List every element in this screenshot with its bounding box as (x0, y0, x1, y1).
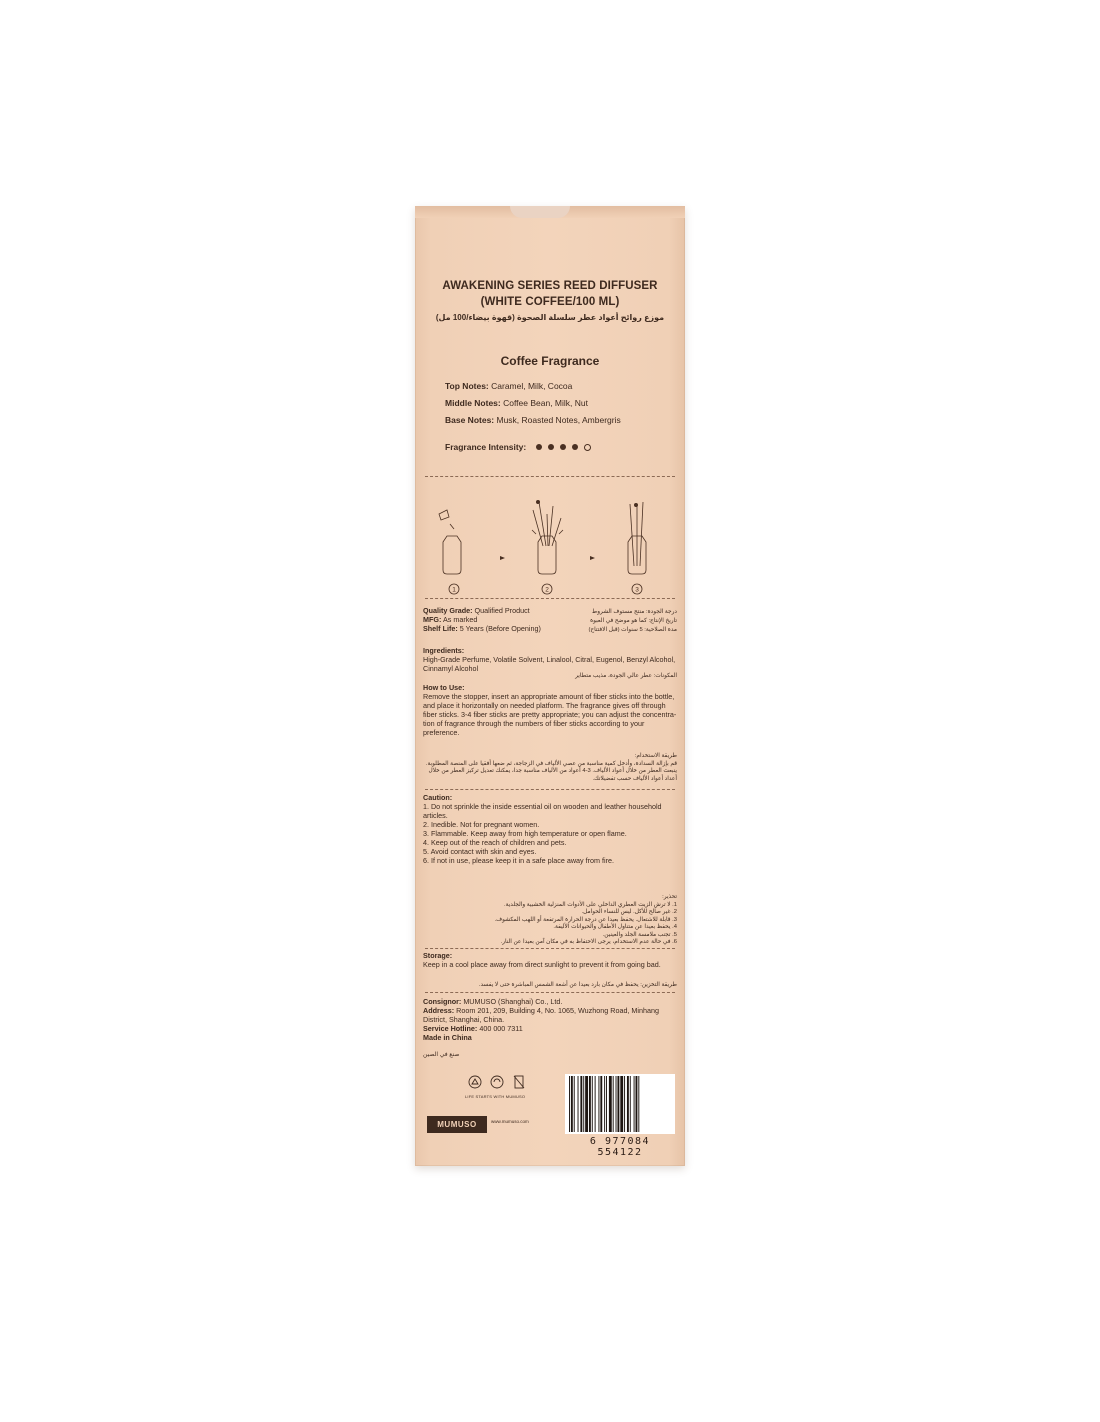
how-to-use-section (423, 683, 677, 737)
intensity-dot-filled (536, 444, 542, 450)
product-box (415, 206, 685, 1166)
divider (425, 598, 675, 599)
barcode-bar (571, 1076, 573, 1132)
barcode-bar (585, 1076, 588, 1132)
middle-notes-label: Middle Notes: (445, 398, 501, 408)
storage-label: Storage: (423, 951, 453, 960)
consignor-value: MUMUSO (Shanghai) Co., Ltd. (461, 997, 563, 1006)
barcode-bar (636, 1076, 638, 1132)
quality-label: Quality Grade: (423, 606, 473, 615)
barcode-bar (600, 1076, 602, 1132)
barcode-bar (604, 1076, 605, 1132)
divider (425, 948, 675, 949)
product-title-line1: AWAKENING SERIES REED DIFFUSER (442, 280, 658, 292)
intensity-dot-filled (560, 444, 566, 450)
middle-notes (445, 398, 588, 408)
caution-item: 6. If not in use, please keep it in a safe place away from fire. (423, 856, 614, 865)
made-in-arabic: صنع في الصين (423, 1052, 460, 1058)
caution-section (423, 793, 677, 865)
base-notes-label: Base Notes: (445, 415, 495, 425)
ingredients-section (423, 646, 677, 673)
caution-arabic-item: 3. قابلة للاشتعال. يحفظ بعيدا عن درجة الحرارة المرتفعة أو اللهب المكشوف. (494, 916, 677, 923)
barcode-bar (609, 1076, 612, 1132)
step-2-number: 2 (545, 586, 549, 594)
shelf-label: Shelf Life: (423, 624, 458, 633)
green-dot-icon (491, 1076, 503, 1088)
barcode-bar (617, 1076, 619, 1132)
barcode-bar (580, 1076, 582, 1132)
usage-steps-illustration (425, 496, 675, 606)
caution-arabic-label: تحذير: (662, 894, 677, 900)
barcode-bar (634, 1076, 635, 1132)
base-notes (445, 415, 621, 425)
barcode-bar (595, 1076, 596, 1132)
how-to-use-arabic-text: قم بإزالة السدادة، وأدخل كمية مناسبة من عصي الألياف في الزجاجة، ثم ضعها أفقيا على المنصة المطلوبة. ينبعث العطر من خلال أعواد الألياف. 3-4 أعواد من الألياف مناسبة جدا، يمكنك تعديل تركيز العطر من خلال أعداد أعواد الألياف حسب تفضيلاتك. (425, 760, 677, 782)
barcode-bar (620, 1076, 623, 1132)
website-url: www.mumuso.com (491, 1119, 529, 1124)
caution-item: 3. Flammable. Keep away from high temperature or open flame. (423, 829, 627, 838)
specs-english (423, 606, 563, 633)
caution-arabic-item: 4. يحفظ بعيدا عن متناول الأطفال والحيوانات الأليفة. (553, 924, 677, 930)
stopper-icon (439, 510, 449, 520)
barcode-bar (624, 1076, 625, 1132)
address-label: Address: (423, 1006, 455, 1015)
caution-arabic-item: 2. غير صالح للأكل. ليس للنساء الحوامل. (581, 909, 677, 915)
barcode-bar (627, 1076, 629, 1132)
top-notes-value: Caramel, Milk, Cocoa (488, 381, 573, 391)
divider (425, 789, 675, 790)
divider (425, 476, 675, 477)
address-value: Room 201, 209, Building 4, No. 1065, Wuzhong Road, Minhang District, Shanghai, China. (423, 1006, 659, 1024)
barcode-bar (578, 1076, 579, 1132)
caution-arabic-item: 1. لا ترش الزيت العطري الداخلي على الأدوات المنزلية الخشبية والجلدية. (503, 901, 677, 908)
company-section (423, 997, 677, 1042)
ar-mfg: تاريخ الإنتاج: كما هو موضح في العبوة (590, 618, 677, 624)
barcode-bar (606, 1076, 607, 1132)
box-tab (510, 206, 570, 218)
mfg-value: As marked (441, 615, 478, 624)
consignor-label: Consignor: (423, 997, 462, 1006)
quality-value: Qualified Product (472, 606, 530, 615)
ar-shelf: مدة الصلاحية: 5 سنوات (قبل الافتتاح) (588, 627, 677, 633)
barcode-bar (630, 1076, 631, 1132)
middle-notes-value: Coffee Bean, Milk, Nut (500, 398, 588, 408)
hotline-value: 400 000 7311 (477, 1024, 523, 1033)
barcode-bar (613, 1076, 614, 1132)
storage-section (423, 951, 677, 969)
barcode-digits: 6 977084 554122 (589, 1136, 651, 1158)
barcode (565, 1074, 675, 1134)
caution-arabic-item: 5. تجنب ملامسة الجلد والعينين. (602, 931, 677, 938)
base-notes-value: Musk, Roasted Notes, Ambergris (494, 415, 621, 425)
slogan: LIFE STARTS WITH MUMUSO (465, 1094, 526, 1099)
hotline-label: Service Hotline: (423, 1024, 478, 1033)
mumuso-logo: MUMUSO (427, 1116, 487, 1133)
step-3-number: 3 (635, 586, 639, 594)
ingredients-arabic: المكونات: عطر عالي الجودة، مذيب متطاير (575, 673, 677, 679)
mfg-label: MFG: (423, 615, 442, 624)
barcode-bar (616, 1076, 617, 1132)
ingredients-text: High-Grade Perfume, Volatile Solvent, Linalool, Citral, Eugenol, Benzyl Alcohol, Cinnamyl Alcohol (423, 655, 676, 673)
how-to-use-text: Remove the stopper, insert an appropriate amount of fiber sticks into the bottle, and place it horizontally on needed platform. The fragrance gives off through fiber sticks. 3-4 fiber sticks are pretty appropriate; you can adjust the concentra-tion of fragrance through the numbers of fiber sticks according to your preference. (423, 692, 677, 737)
caution-item: 1. Do not sprinkle the inside essential oil on wooden and leather household articles. (423, 802, 662, 820)
how-to-use-arabic-label: طريقة الاستخدام: (634, 753, 677, 759)
caution-item: 5. Avoid contact with skin and eyes. (423, 847, 537, 856)
barcode-bar (592, 1076, 593, 1132)
barcode-bar (598, 1076, 599, 1132)
top-notes (445, 381, 572, 391)
shelf-value: 5 Years (Before Opening) (457, 624, 541, 633)
intensity-dot-filled (548, 444, 554, 450)
barcode-bar (574, 1076, 575, 1132)
barcode-bar (569, 1076, 570, 1132)
divider (425, 992, 675, 993)
bottle-icon (443, 536, 461, 574)
storage-text: Keep in a cool place away from direct sunlight to prevent it from going bad. (423, 960, 661, 969)
caution-arabic (423, 894, 677, 947)
step-1-number: 1 (452, 586, 456, 594)
how-to-use-arabic (423, 753, 677, 783)
caution-label: Caution: (423, 793, 453, 802)
fragrance-heading: Coffee Fragrance (500, 354, 600, 368)
made-in: Made in China (423, 1033, 472, 1042)
caution-arabic-item: 6. في حالة عدم الاستخدام، يرجى الاحتفاظ به في مكان آمن بعيدا عن النار. (500, 939, 677, 945)
intensity-dot-empty (584, 444, 591, 451)
recycle-icons (467, 1072, 537, 1092)
recycle-icon (472, 1079, 478, 1084)
ingredients-label: Ingredients: (423, 646, 465, 655)
ar-quality: درجة الجودة: منتج مستوف الشروط (591, 609, 677, 615)
fragrance-intensity (445, 442, 591, 452)
barcode-bar (583, 1076, 584, 1132)
top-notes-label: Top Notes: (445, 381, 489, 391)
storage-arabic: طريقة التخزين: يحفظ في مكان بارد بعيدا عن أشعة الشمس المباشرة حتى لا يفسد. (478, 982, 677, 988)
intensity-dot-filled (572, 444, 578, 450)
product-title-line2: (WHITE COFFEE/100 ML) (480, 296, 620, 308)
barcode-bar (589, 1076, 591, 1132)
how-to-use-label: How to Use: (423, 683, 465, 692)
intensity-label: Fragrance Intensity: (445, 442, 527, 452)
tidyman-icon (469, 1076, 481, 1088)
caution-item: 4. Keep out of the reach of children and pets. (423, 838, 567, 847)
box-top-flap (415, 206, 685, 218)
specs-arabic (565, 608, 677, 635)
caution-item: 2. Inedible. Not for pregnant women. (423, 820, 540, 829)
barcode-bar (638, 1076, 639, 1132)
product-title-arabic: موزع روائح أعواد عطر سلسلة الصحوة (قهوة بيضاء/100 مل) (435, 313, 665, 322)
intensity-dots (530, 444, 591, 451)
